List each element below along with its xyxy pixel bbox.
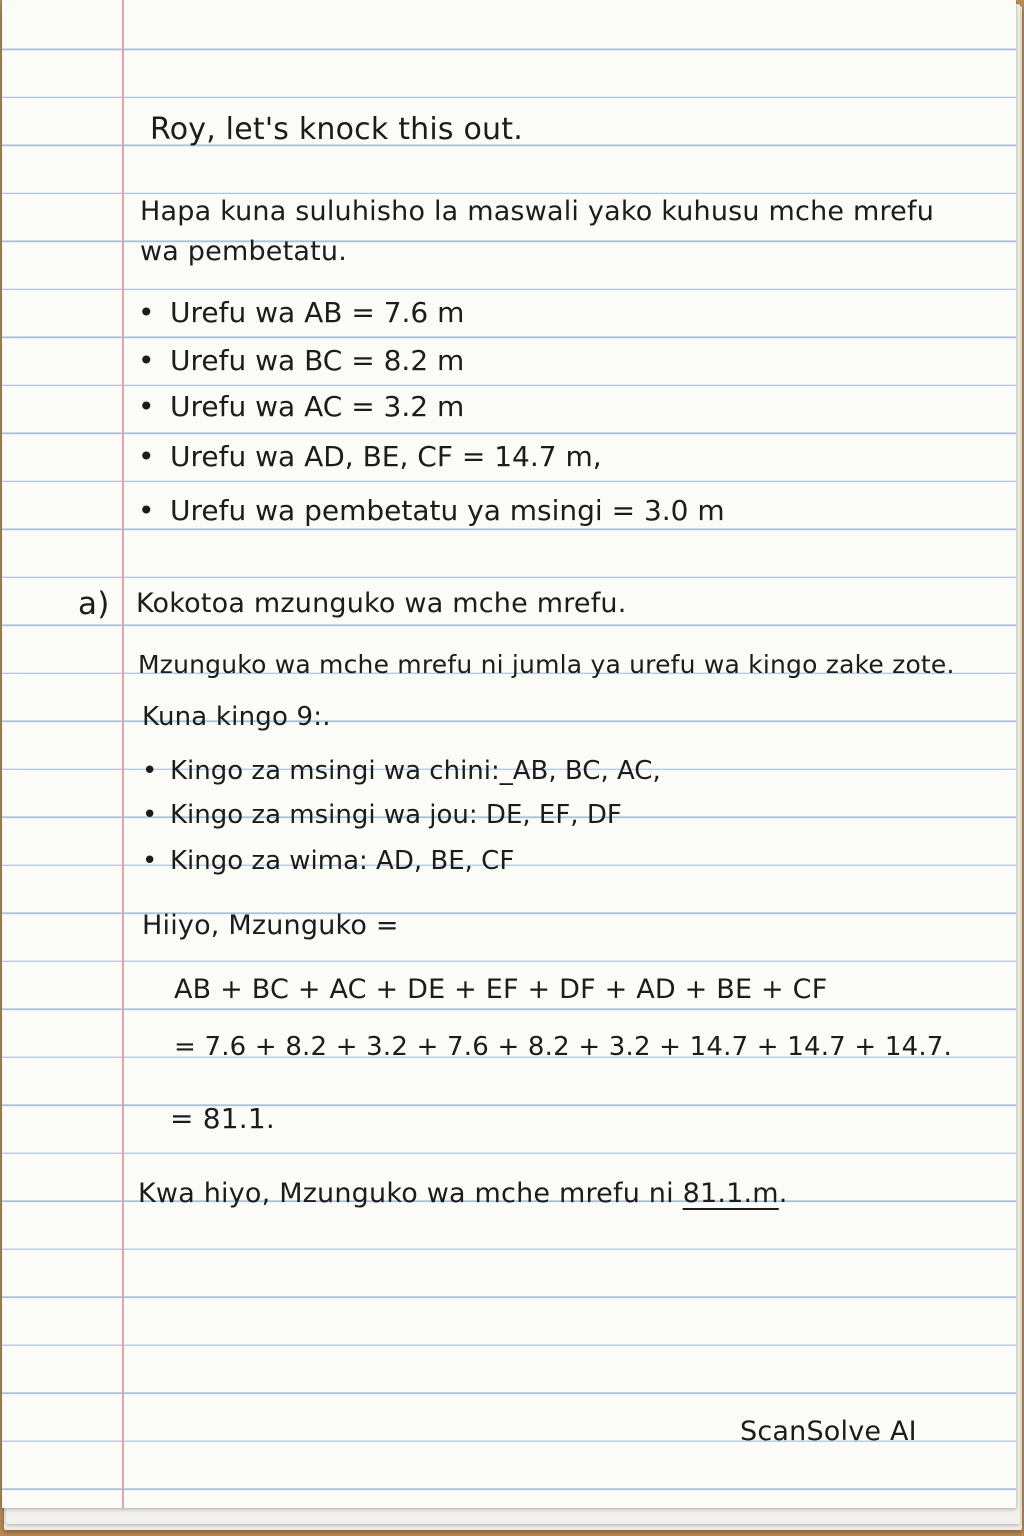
bullet-icon: • (142, 846, 158, 876)
bullet-icon: • (142, 800, 158, 830)
question-label: a) (78, 586, 110, 622)
bullet-icon: • (142, 756, 158, 786)
red-margin-line (122, 0, 124, 1508)
greeting: Roy, let's knock this out. (150, 112, 523, 147)
explanation: Mzunguko wa mche mrefu ni jumla ya urefu wa kingo zake zote. (138, 650, 955, 679)
edge-item: • Kingo za msingi wa jou: DE, EF, DF (142, 800, 622, 830)
bullet-icon: • (138, 296, 155, 329)
given-item: • Urefu wa AB = 7.6 m (138, 296, 465, 329)
final-answer: 81.1.m (682, 1178, 779, 1209)
intro-line-1: Hapa kuna suluhisho la maswali yako kuhusu mche mrefu (140, 196, 935, 227)
given-item: • Urefu wa AC = 3.2 m (138, 390, 465, 423)
notebook-page (2, 0, 1016, 1508)
bullet-icon: • (138, 344, 155, 377)
given-item: • Urefu wa AD, BE, CF = 14.7 m, (138, 440, 602, 473)
edge-item: • Kingo za wima: AD, BE, CF (142, 846, 515, 876)
bullet-icon: • (138, 440, 155, 473)
sum-expression: AB + BC + AC + DE + EF + DF + AD + BE + CF (174, 974, 828, 1005)
given-item: • Urefu wa pembetatu ya msingi = 3.0 m (138, 494, 725, 527)
given-item: • Urefu wa BC = 8.2 m (138, 344, 465, 377)
sum-result: = 81.1. (170, 1102, 276, 1135)
bullet-icon: • (138, 494, 155, 527)
conclusion: Kwa hiyo, Mzunguko wa mche mrefu ni 81.1.m. (138, 1178, 788, 1209)
sum-values: = 7.6 + 8.2 + 3.2 + 7.6 + 8.2 + 3.2 + 14.7 + 14.7 + 14.7. (174, 1032, 952, 1062)
intro-line-2: wa pembetatu. (140, 236, 348, 267)
edge-count: Kuna kingo 9:. (142, 702, 331, 732)
brand-signature: ScanSolve AI (740, 1416, 917, 1447)
edge-item: • Kingo za msingi wa chini:_AB, BC, AC, (142, 756, 661, 786)
sum-intro: Hiiyo, Mzunguko = (142, 910, 399, 941)
bullet-icon: • (138, 390, 155, 423)
question-text: Kokotoa mzunguko wa mche mrefu. (136, 588, 627, 619)
